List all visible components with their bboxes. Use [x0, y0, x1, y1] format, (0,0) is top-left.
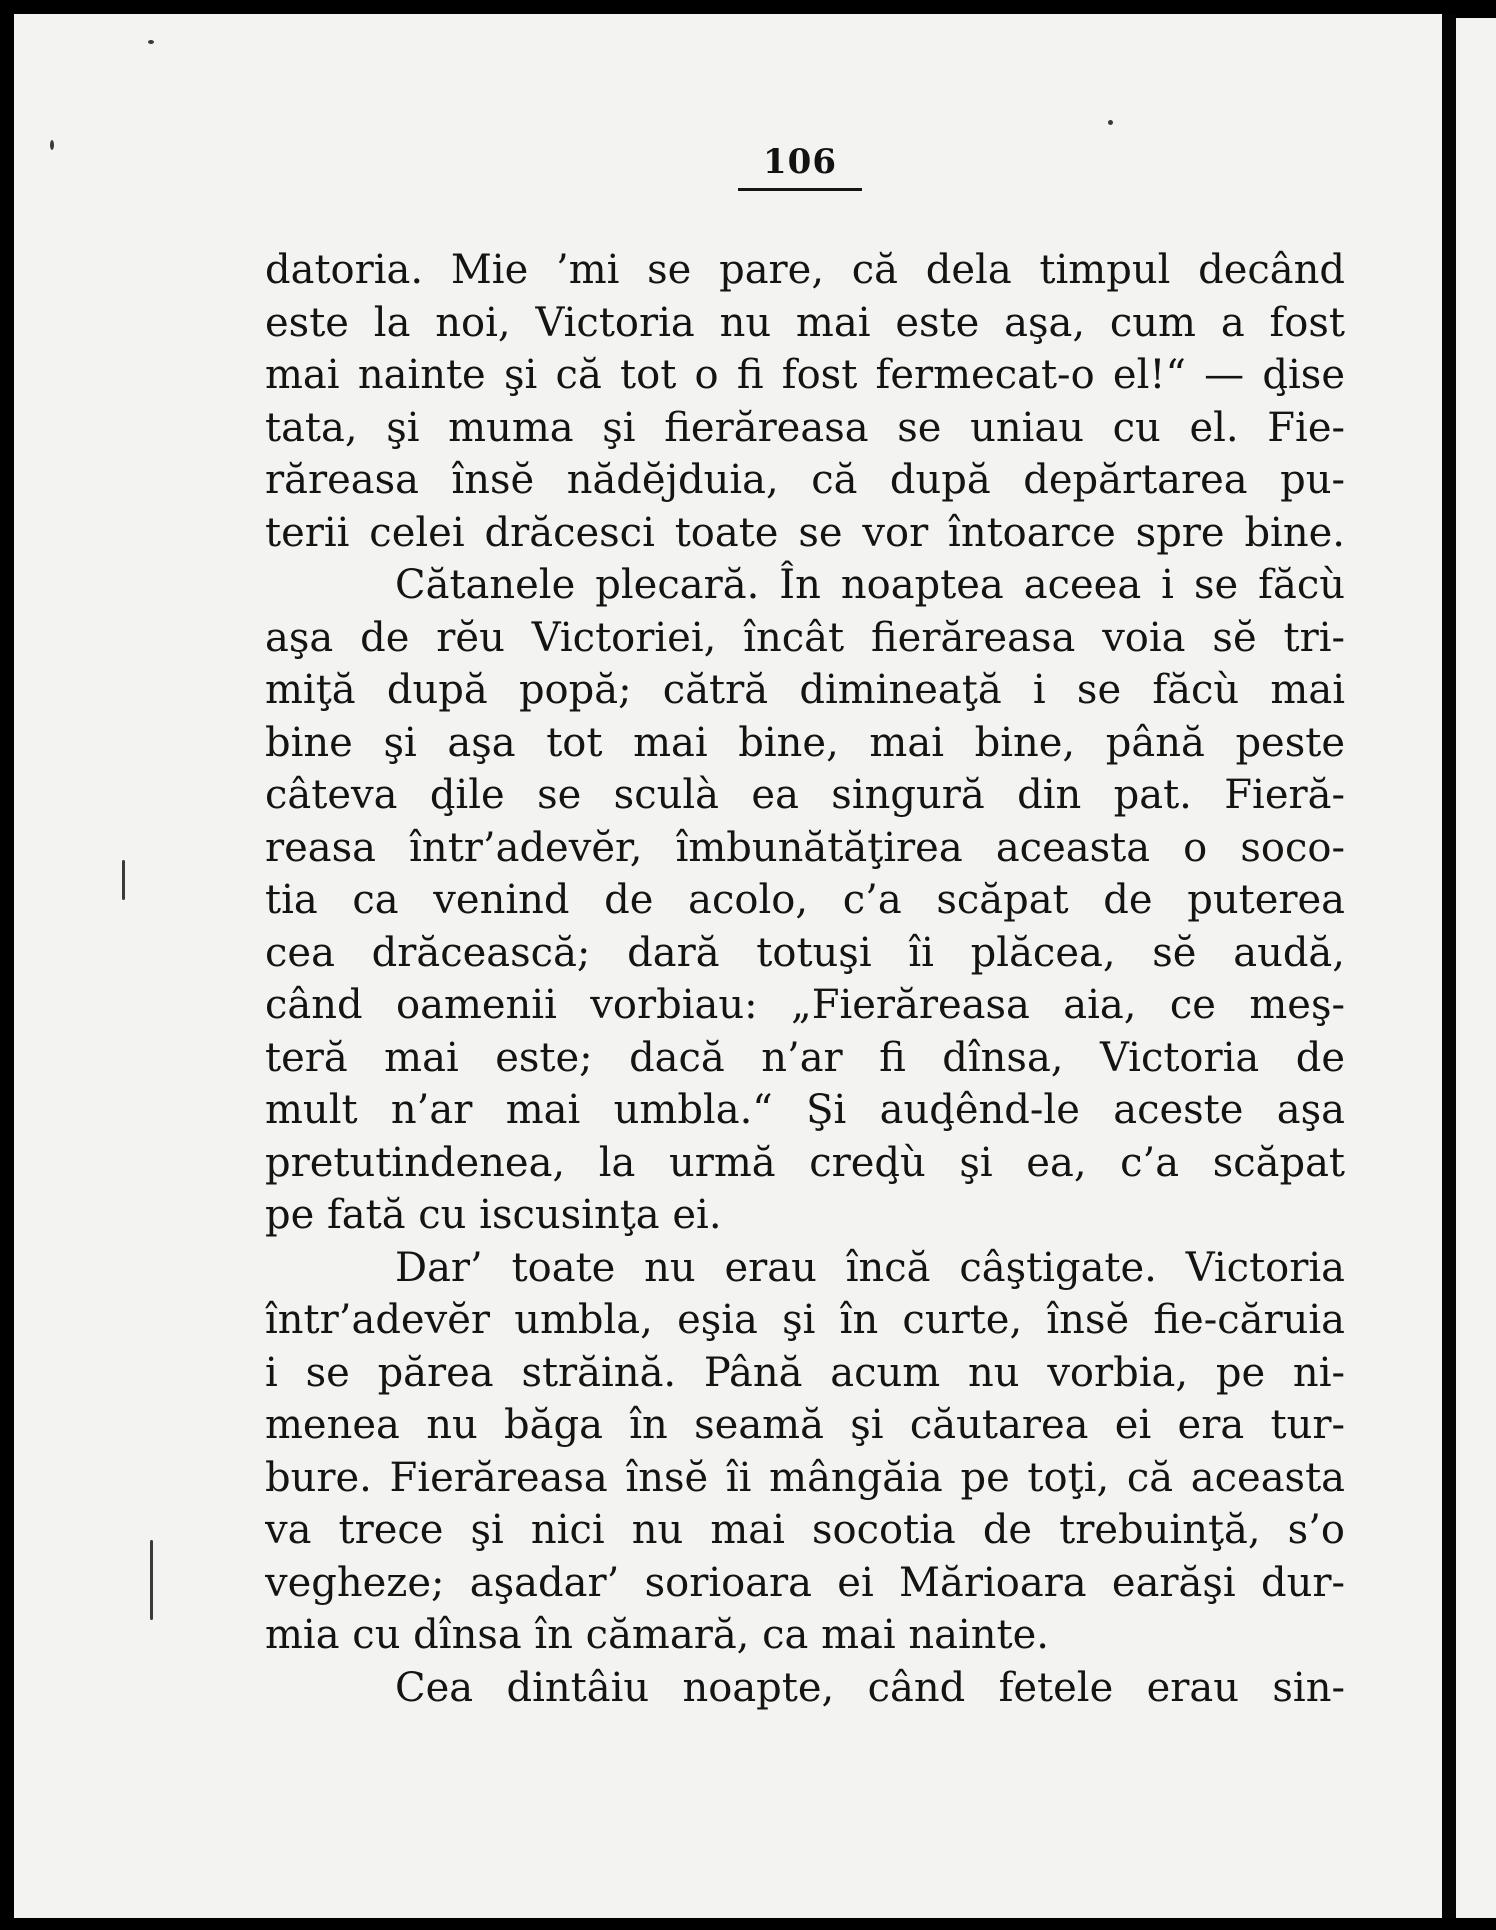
scan-speck: [148, 40, 154, 44]
scan-speck: [150, 1540, 153, 1620]
text-line: terii celei drăcesci toate se vor întoarce spre bine.: [265, 509, 1345, 556]
text-line: miţă după popă; cătră dimineaţă i se făcù mai: [265, 667, 1345, 713]
text-line: pe fată cu iscusinţa ei.: [265, 1192, 722, 1238]
text-line: câteva ḑile se sculà ea singură din pat. Fieră-: [265, 772, 1345, 818]
text-line: va trece şi nici nu mai socotia de trebuinţă, s’o: [265, 1507, 1345, 1553]
page-header: [736, 140, 864, 191]
text-line: i se părea străină. Până acum nu vorbia, pe ni-: [265, 1349, 1345, 1396]
text-line: mult n’ar mai umbla.“ Şi auḑênd-le aceste aşa: [265, 1087, 1345, 1133]
text-line: aşa de rĕu Victoriei, încât fierăreasa voia sĕ tri-: [265, 614, 1345, 661]
text-line: Dar’ toate nu erau încă câştigate. Victoria: [395, 1244, 1345, 1291]
text-line: bine şi aşa tot mai bine, mai bine, până peste: [265, 719, 1345, 766]
text-line: menea nu băga în seamă şi căutarea ei era tur-: [265, 1402, 1345, 1448]
text-line: reasa într’adevĕr, îmbunătăţirea aceasta o soco-: [265, 824, 1345, 871]
text-line: este la noi, Victoria nu mai este aşa, cum a fost: [265, 299, 1345, 346]
page-number: 106: [763, 142, 837, 182]
text-line: vegheze; aşadar’ sorioara ei Mărioara earăşi dur-: [265, 1559, 1345, 1606]
text-line: mai nainte şi că tot o fi fost fermecat-o el!“ — ḑise: [265, 352, 1345, 398]
text-line: cea drăcească; dară totuşi îi plăcea, sĕ audă,: [265, 929, 1345, 976]
text-line: datoria. Mie ’mi se pare, că dela timpul decând: [265, 247, 1345, 293]
text-line: Cătanele plecară. În noaptea aceea i se făcù: [395, 562, 1345, 608]
scan-speck: [122, 860, 125, 900]
text-line: bure. Fierăreasa însĕ îi mângăia pe toţi, că aceasta: [265, 1454, 1345, 1501]
text-line: tata, şi muma şi fierăreasa se uniau cu el. Fie-: [265, 404, 1345, 451]
text-line: mia cu dînsa în cămară, ca mai nainte.: [265, 1612, 1049, 1658]
text-line: răreasa însĕ nădĕjduia, că după depărtarea pu-: [265, 457, 1345, 503]
text-line: pretutindenea, la urmă creḑù şi ea, c’a scăpat: [265, 1139, 1345, 1186]
body-text: [265, 244, 1345, 1714]
text-line: într’adevĕr umbla, eşia şi în curte, însĕ fie-căruia: [265, 1297, 1345, 1343]
scan-speck: [50, 140, 54, 150]
next-page-edge: [1456, 18, 1496, 1918]
scan-speck: [1108, 120, 1113, 125]
text-line: Cea dintâiu noapte, când fetele erau sin-: [395, 1664, 1345, 1711]
text-line: tia ca venind de acolo, c’a scăpat de puterea: [265, 877, 1345, 923]
page-number-underline: [738, 188, 862, 191]
text-line: teră mai este; dacă n’ar fi dînsa, Victoria de: [265, 1034, 1345, 1081]
page-gutter: [1442, 14, 1456, 1918]
text-line: când oamenii vorbiau: „Fierăreasa aia, ce meş-: [265, 982, 1345, 1028]
